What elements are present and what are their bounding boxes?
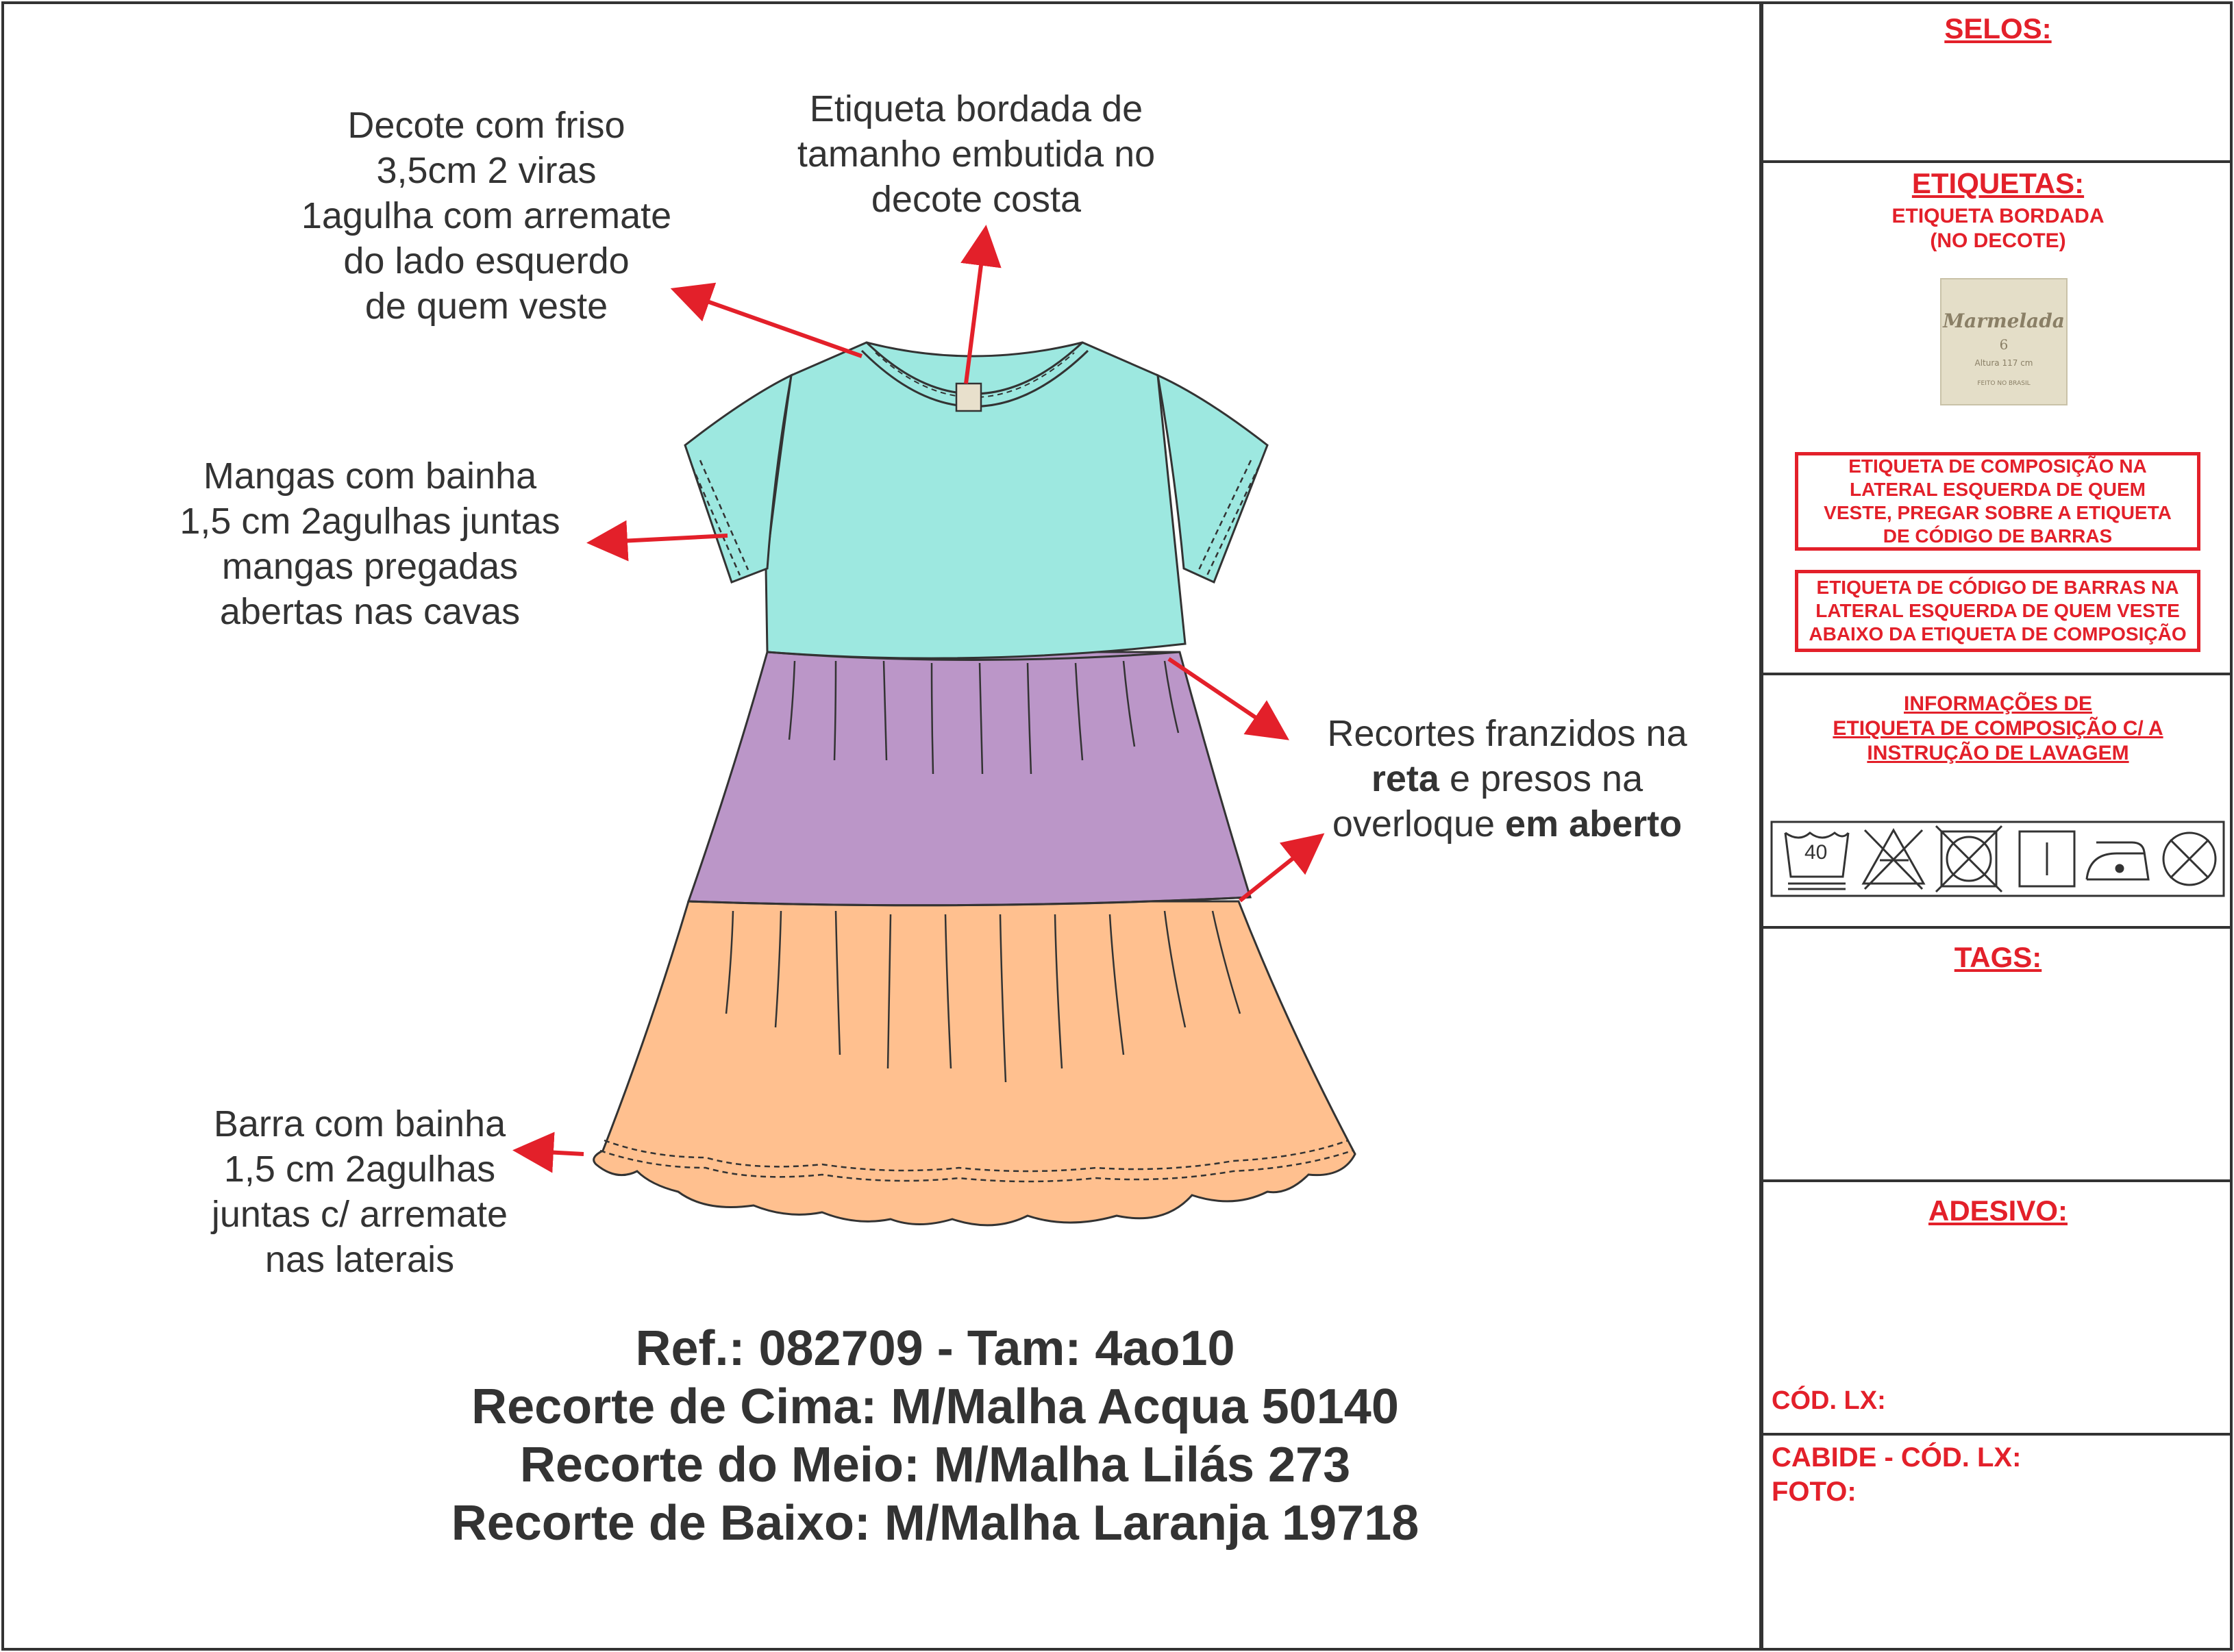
sleeve-arrow bbox=[595, 536, 728, 542]
text-line: ABAIXO DA ETIQUETA DE COMPOSIÇÃO bbox=[1809, 623, 2187, 644]
bottom-tier bbox=[594, 901, 1355, 1225]
label-height: Altura 117 cm bbox=[1974, 358, 2033, 368]
sleeves-note bbox=[151, 453, 589, 634]
fabric-bottom-line: Recorte de Baixo: M/Malha Laranja 19718 bbox=[451, 1496, 1419, 1551]
text-line: VESTE, PREGAR SOBRE A ETIQUETA bbox=[1824, 502, 2172, 523]
embroidered-label-image bbox=[1940, 278, 2068, 405]
adesivo-title: ADESIVO: bbox=[1928, 1194, 2068, 1227]
label-note bbox=[760, 86, 1192, 222]
note-bold: reta bbox=[1371, 758, 1439, 799]
neckline-arrow bbox=[678, 291, 862, 356]
note-text: overloque bbox=[1332, 803, 1506, 844]
neckline-note bbox=[271, 103, 702, 329]
note-line: 1,5 cm 2agulhas juntas bbox=[179, 501, 560, 542]
label-size: 6 bbox=[1999, 336, 2009, 353]
note-line bbox=[1288, 756, 1726, 801]
note-line: mangas pregadas bbox=[221, 546, 519, 587]
text-line: ETIQUETA BORDADA bbox=[1891, 205, 2105, 227]
label-origin: FEITO NO BRASIL bbox=[1977, 380, 2031, 387]
note-line: juntas c/ arremate bbox=[211, 1194, 508, 1235]
neck-label bbox=[956, 384, 981, 411]
ref-line: Ref.: 082709 - Tam: 4ao10 bbox=[635, 1321, 1235, 1376]
note-line: Decote com friso bbox=[347, 105, 625, 146]
composition-label-box bbox=[1795, 452, 2200, 551]
note-line: 1,5 cm 2agulhas bbox=[223, 1149, 496, 1190]
note-line: Mangas com bainha bbox=[203, 455, 537, 497]
etiquetas-title: ETIQUETAS: bbox=[1911, 167, 2085, 199]
text-line: LATERAL ESQUERDA DE QUEM VESTE bbox=[1815, 600, 2180, 621]
note-line: nas laterais bbox=[264, 1239, 455, 1280]
hem-note bbox=[164, 1101, 555, 1282]
selos-title: SELOS: bbox=[1944, 12, 2052, 45]
tiers-note bbox=[1288, 711, 1726, 847]
note-line: tamanho embutida no bbox=[797, 134, 1156, 175]
note-line: decote costa bbox=[871, 179, 1082, 220]
note-line: abertas nas cavas bbox=[219, 591, 521, 632]
fabric-middle-line: Recorte do Meio: M/Malha Lilás 273 bbox=[519, 1438, 1351, 1492]
note-line: do lado esquerdo bbox=[343, 240, 630, 281]
care-info-title bbox=[1763, 692, 2233, 766]
note-bold: em aberto bbox=[1505, 803, 1683, 844]
wash-temp: 40 bbox=[1804, 841, 1828, 864]
text-line: ETIQUETA DE COMPOSIÇÃO NA bbox=[1848, 455, 2147, 477]
tier-arrow-2 bbox=[1240, 838, 1318, 901]
middle-tier bbox=[688, 652, 1250, 905]
fabric-top-line: Recorte de Cima: M/Malha Acqua 50140 bbox=[471, 1379, 1399, 1434]
note-text: e presos na bbox=[1439, 758, 1643, 799]
note-line: 1agulha com arremate bbox=[301, 195, 672, 236]
text-line: LATERAL ESQUERDA DE QUEM bbox=[1850, 479, 2146, 500]
text-line: ETIQUETA DE CÓDIGO DE BARRAS NA bbox=[1816, 577, 2179, 598]
barcode-label-box bbox=[1795, 570, 2200, 652]
etiqueta-bordada-text bbox=[1763, 204, 2233, 253]
text-line: INFORMAÇÕES DE bbox=[1903, 692, 2092, 715]
label-brand: Marmelada bbox=[1943, 310, 2065, 332]
foto-label: FOTO: bbox=[1772, 1477, 1857, 1507]
note-line: de quem veste bbox=[364, 286, 608, 327]
cod-lx-label: CÓD. LX: bbox=[1772, 1386, 1886, 1415]
note-line: Recortes franzidos na bbox=[1327, 713, 1687, 754]
tags-title: TAGS: bbox=[1954, 941, 2042, 973]
text-line: INSTRUÇÃO DE LAVAGEM bbox=[1867, 742, 2129, 764]
note-line: 3,5cm 2 viras bbox=[376, 150, 597, 191]
text-line: ETIQUETA DE COMPOSIÇÃO C/ A bbox=[1833, 717, 2163, 740]
text-line: (NO DECOTE) bbox=[1930, 229, 2066, 252]
text-line: DE CÓDIGO DE BARRAS bbox=[1883, 525, 2113, 547]
cabide-label: CABIDE - CÓD. LX: bbox=[1772, 1442, 2022, 1473]
note-line: Etiqueta bordada de bbox=[809, 88, 1143, 129]
care-symbols-box bbox=[1772, 822, 2224, 896]
note-line bbox=[1288, 801, 1726, 847]
note-line: Barra com bainha bbox=[213, 1103, 506, 1144]
